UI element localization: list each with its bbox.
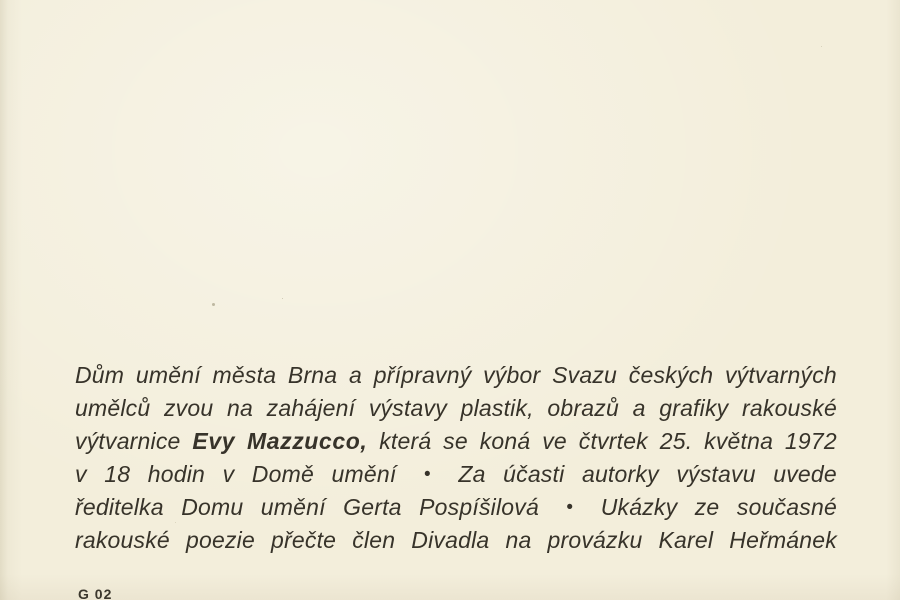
text-word: května: [704, 428, 774, 454]
text-word: obrazů: [547, 395, 619, 421]
text-word: plastik,: [460, 395, 534, 421]
invitation-line: [75, 362, 837, 395]
text-word: zvou: [163, 395, 214, 421]
text-word: účasti: [503, 461, 565, 487]
text-word: výstavu: [676, 461, 756, 487]
text-word: umělců: [75, 395, 151, 421]
invitation-line: [75, 395, 837, 428]
text-word: Svazu: [552, 362, 618, 388]
text-word: Dům: [75, 362, 125, 388]
bullet-separator: •: [566, 497, 574, 518]
text-word: 25.: [659, 428, 693, 454]
text-word: umění: [331, 461, 397, 487]
text-word: Divadla: [411, 527, 490, 553]
text-word: v: [75, 461, 87, 487]
text-word: 18: [104, 461, 131, 487]
text-word: Heřmánek: [729, 527, 837, 553]
text-word: v: [222, 461, 235, 487]
text-word: umění: [260, 494, 326, 520]
text-word: na: [505, 527, 532, 553]
text-word: na: [227, 395, 253, 421]
text-word: čtvrtek: [578, 428, 648, 454]
text-word: výtvarných: [724, 362, 837, 388]
text-word: ve: [542, 428, 567, 454]
text-word: přípravný: [373, 362, 472, 388]
text-word: Brna: [287, 362, 338, 388]
text-word: provázku: [547, 527, 643, 553]
text-word: která: [379, 428, 432, 454]
text-word: ze: [694, 494, 720, 520]
text-word: českých: [628, 362, 714, 388]
text-word: grafiky: [659, 395, 729, 421]
text-word: přečte: [271, 527, 337, 553]
text-word: Domu: [181, 494, 244, 520]
text-word: výtvarnice: [75, 428, 181, 454]
text-word: koná: [479, 428, 531, 454]
invitation-line: [75, 461, 837, 494]
text-word: Pospíšilová: [419, 494, 539, 520]
text-word: člen: [352, 527, 396, 553]
paper-speck: [212, 303, 215, 306]
text-word: Ukázky: [600, 494, 678, 520]
artist-name-word: Mazzucco,: [246, 428, 368, 454]
text-word: rakouské: [75, 527, 170, 553]
text-word: autorky: [581, 461, 659, 487]
text-word: se: [443, 428, 468, 454]
artist-name-word: Evy: [192, 428, 236, 454]
invitation-text: [75, 362, 837, 560]
text-word: ředitelka: [75, 494, 164, 520]
text-word: města: [212, 362, 277, 388]
text-word: a: [632, 395, 646, 421]
text-word: rakouské: [742, 395, 837, 421]
invitation-line: [75, 428, 837, 461]
print-code: G 02: [78, 586, 113, 602]
text-word: a: [349, 362, 363, 388]
invitation-line: [75, 527, 837, 560]
text-word: Karel: [658, 527, 714, 553]
text-word: Za: [458, 461, 486, 487]
text-word: současné: [736, 494, 837, 520]
bullet-separator: •: [423, 464, 431, 485]
text-word: hodin: [147, 461, 206, 487]
text-word: umění: [135, 362, 201, 388]
text-word: 1972: [784, 428, 837, 454]
text-word: zahájení: [266, 395, 356, 421]
text-word: Domě: [251, 461, 314, 487]
text-word: poezie: [186, 527, 255, 553]
text-word: Gerta: [343, 494, 402, 520]
text-word: výstavy: [368, 395, 447, 421]
text-word: uvede: [773, 461, 837, 487]
invitation-line: [75, 494, 837, 527]
text-word: výbor: [483, 362, 541, 388]
